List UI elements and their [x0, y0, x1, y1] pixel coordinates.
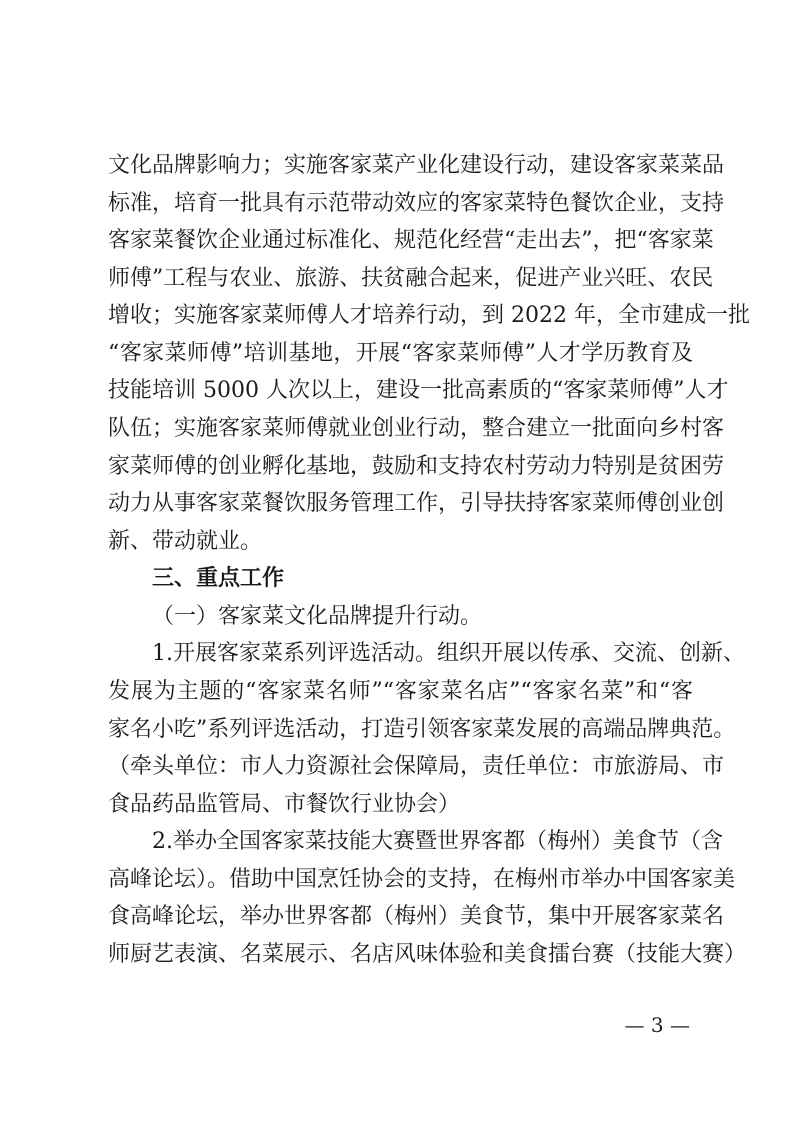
paragraph-line: 新、带动就业。	[108, 529, 263, 554]
sub-heading: （一）客家菜文化品牌提升行动。	[152, 604, 483, 629]
item-line: 高峰论坛）。借助中国烹饪协会的支持，在梅州市举办中国客家美	[108, 867, 736, 892]
item-line: 家名小吃”系列评选活动，打造引领客家菜发展的高端品牌典范。	[108, 717, 736, 742]
paragraph-line: 动力从事客家菜餐饮服务管理工作，引导扶持客家菜师傅创业创	[108, 491, 725, 516]
item-line: 食高峰论坛，举办世界客都（梅州）美食节，集中开展客家菜名	[108, 904, 725, 929]
item-line: 食品药品监管局、市餐饮行业协会）	[108, 792, 461, 817]
item-line: （牵头单位：市人力资源社会保障局，责任单位：市旅游局、市	[108, 754, 725, 779]
paragraph-line: 标准，培育一批具有示范带动效应的客家菜特色餐饮企业，支持	[108, 191, 725, 216]
paragraph-line: 家菜师傅的创业孵化基地，鼓励和支持农村劳动力特别是贫困劳	[108, 454, 725, 479]
paragraph-line: “客家菜师傅”培训基地，开展“客家菜师傅”人才学历教育及	[108, 341, 693, 366]
item-line: 师厨艺表演、名菜展示、名店风味体验和美食擂台赛（技能大赛）	[108, 942, 747, 967]
section-heading: 三、重点工作	[152, 566, 285, 591]
item-line: 1.开展客家菜系列评选活动。组织开展以传承、交流、创新、	[152, 641, 745, 666]
paragraph-line: 文化品牌影响力；实施客家菜产业化建设行动，建设客家菜菜品	[108, 153, 725, 178]
paragraph-line: 客家菜餐饮企业通过标准化、规范化经营“走出去”，把“客家菜	[108, 228, 714, 253]
item-line: 发展为主题的“客家菜名师”“客家菜名店”“客家名菜”和“客	[108, 679, 693, 704]
paragraph-line: 队伍；实施客家菜师傅就业创业行动，整合建立一批面向乡村客	[108, 416, 725, 441]
paragraph-line: 技能培训 5000 人次以上，建设一批高素质的“客家菜师傅”人才	[108, 378, 729, 403]
paragraph-line: 增收；实施客家菜师傅人才培养行动，到 2022 年，全市建成一批	[108, 303, 750, 328]
paragraph-line: 师傅”工程与农业、旅游、扶贫融合起来，促进产业兴旺、农民	[108, 266, 714, 291]
page-number: — 3 —	[624, 1013, 690, 1037]
item-line: 2.举办全国客家菜技能大赛暨世界客都（梅州）美食节（含	[152, 829, 723, 854]
